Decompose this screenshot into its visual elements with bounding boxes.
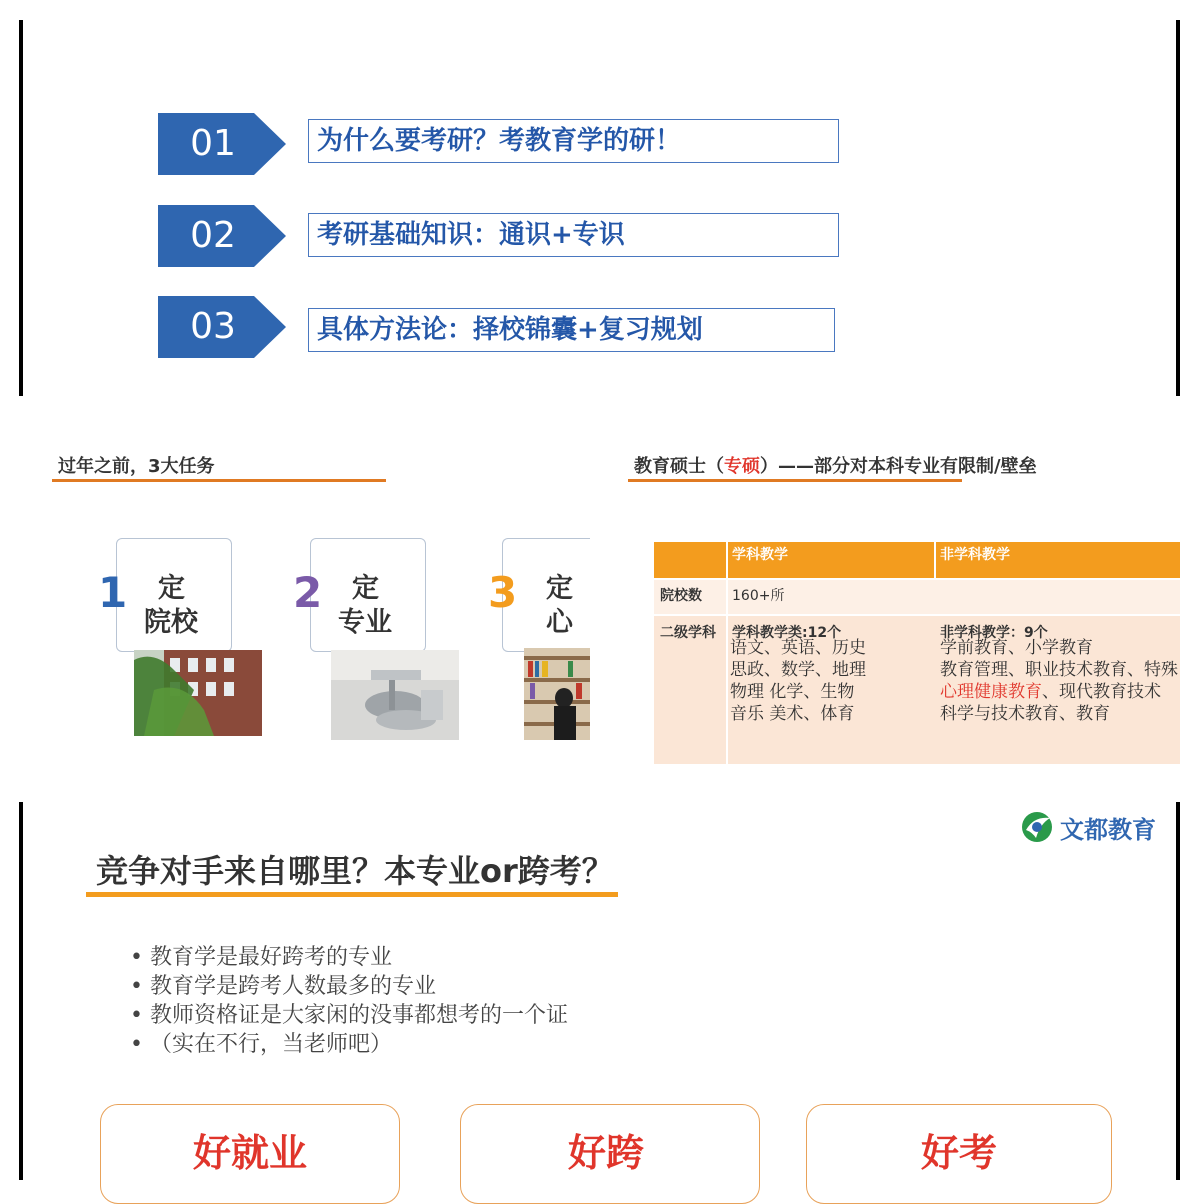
degree-title-post: ）——部分对本科专业有限制/壁垒 [760, 456, 1037, 477]
competition-title-underline [86, 892, 618, 897]
logo-icon [1020, 810, 1056, 844]
tasks-title: 过年之前，3大任务 [58, 456, 215, 477]
task-number: 3 [488, 568, 518, 617]
degree-title-pre: 教育硕士（ [634, 456, 724, 477]
table-divider [654, 614, 1180, 616]
table-cell-text: 、现代教育技术 [1042, 682, 1161, 702]
bullet-text: 教师资格证是大家闲的没事都想考的一个证 [150, 1003, 569, 1028]
agenda-number: 01 [190, 123, 236, 164]
table-divider [726, 542, 728, 764]
table-cell-line: 音乐 美术、体育 [730, 704, 855, 724]
task-number: 1 [98, 568, 128, 617]
panel3-left-border [19, 802, 23, 1180]
advantage-label: 好跨 [567, 1131, 644, 1175]
campus-building-photo [134, 650, 262, 736]
task-label-line2: 专业 [338, 607, 392, 638]
table-cell-line: 学前教育、小学教育 [940, 638, 1093, 658]
advantage-label: 好就业 [192, 1131, 307, 1175]
table-divider [934, 542, 936, 578]
table-cell-line: 物理 化学、生物 [730, 682, 855, 702]
advantage-label: 好考 [920, 1131, 997, 1175]
table-header-cell: 非学科教学 [940, 547, 1010, 563]
table-cell-line: 思政、数学、地理 [730, 660, 866, 680]
task-label-line1: 定 [352, 573, 379, 604]
agenda-number-badge [158, 113, 286, 175]
table-cell-line: 科学与技术教育、教育 [940, 704, 1110, 724]
degree-title-highlight: 专硕 [724, 456, 760, 477]
task-label-line1: 定 [158, 573, 185, 604]
table-divider [654, 578, 1180, 580]
bullet-text: （实在不行，当老师吧） [150, 1032, 393, 1057]
agenda-number: 03 [190, 306, 236, 347]
library-bookshelf-photo [524, 648, 590, 740]
degree-title [634, 452, 1037, 478]
panel1-left-border [19, 20, 23, 396]
table-cell-title: 非学科教学：9个 [940, 625, 1048, 641]
agenda-number-badge [158, 296, 286, 358]
agenda-item-text: 具体方法论：择校锦囊+复习规划 [308, 308, 835, 352]
task-label-line2: 院校 [144, 607, 198, 638]
agenda-number-badge [158, 205, 286, 267]
tasks-title-underline [52, 479, 386, 482]
bullet-item: • 教育学是最好跨考的专业 [130, 945, 393, 970]
task-label-line2: 心 [546, 607, 573, 638]
bullet-item: • 教师资格证是大家闲的没事都想考的一个证 [130, 1003, 569, 1028]
table-header-cell: 学科教学 [732, 547, 788, 563]
agenda-number: 02 [190, 215, 236, 256]
dental-clinic-photo [331, 650, 459, 740]
bullet-text: 教育学是最好跨考的专业 [150, 945, 393, 970]
panel1-right-border [1176, 20, 1180, 396]
task-number: 2 [293, 568, 323, 617]
table-cell-line: 语文、英语、历史 [730, 638, 866, 658]
table-cell-line: 教育管理、职业技术教育、特殊 [940, 660, 1178, 680]
bullet-item: • 教育学是跨考人数最多的专业 [130, 974, 437, 999]
table-cell-title: 学科教学类:12个 [732, 625, 842, 641]
task-label-line1: 定 [546, 573, 573, 604]
panel3-right-border [1176, 802, 1180, 1180]
table-cell-line [940, 681, 1161, 703]
logo-text: 文都教育 [1060, 816, 1156, 844]
highlight-text: 心理健康教育 [940, 682, 1042, 702]
agenda-item-text: 为什么要考研？考教育学的研！ [308, 119, 839, 163]
degree-title-underline [628, 479, 962, 482]
table-row-label: 院校数 [660, 588, 702, 604]
table-cell-schools: 160+所 [732, 588, 785, 604]
wendu-logo [1020, 808, 1160, 844]
agenda-item-text: 考研基础知识：通识+专识 [308, 213, 839, 257]
competition-title: 竞争对手来自哪里？本专业or跨考？ [96, 852, 614, 890]
table-row-label: 二级学科 [660, 625, 716, 641]
table-cell-col2 [940, 637, 1180, 737]
bullet-item: • （实在不行，当老师吧） [130, 1032, 393, 1057]
bullet-text: 教育学是跨考人数最多的专业 [150, 974, 437, 999]
